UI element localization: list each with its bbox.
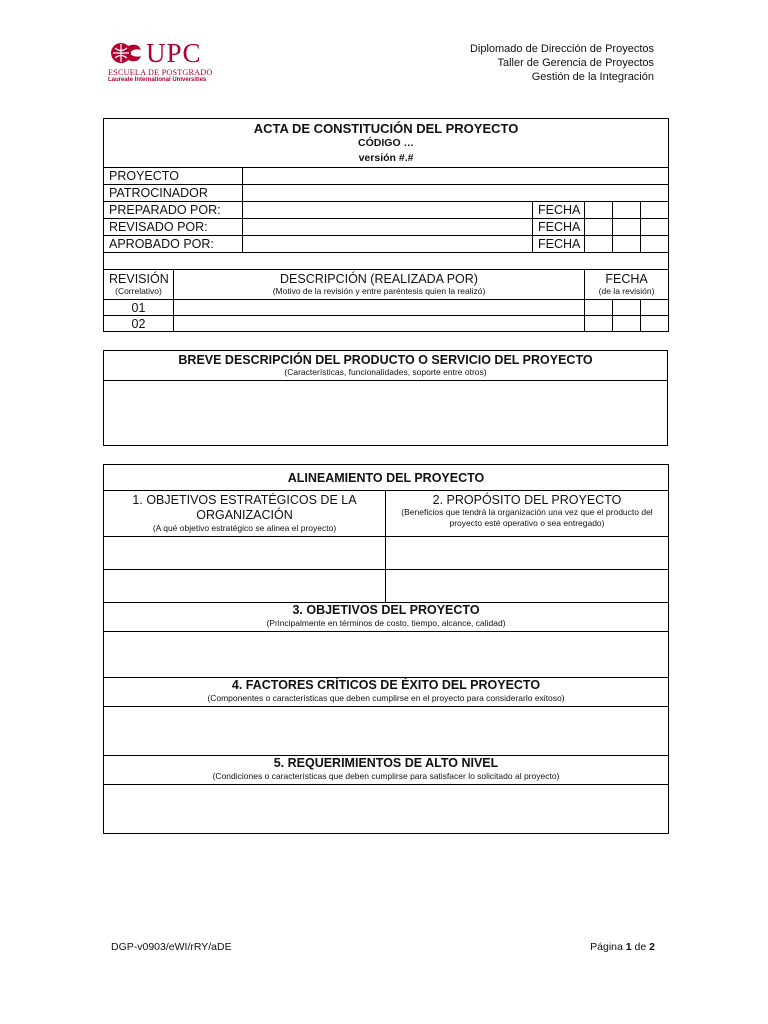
requerimientos-title: 5. REQUERIMIENTOS DE ALTO NIVEL — [273, 756, 499, 770]
revisado-label: REVISADO POR: — [104, 219, 243, 236]
objetivos-proyecto-title: 3. OBJETIVOS DEL PROYECTO — [292, 603, 480, 617]
requerimientos-subtitle: (Condiciones o características que deben cumplirse para satisfacer lo solicitado al proyecto) — [212, 771, 560, 781]
objetivos-proyecto-field[interactable] — [104, 632, 669, 678]
factores-criticos-field[interactable] — [104, 707, 669, 756]
proposito-subtitle: (Beneficios que tendrá la organización una vez que el producto del proyecto esté operativo o sea entregado) — [401, 507, 653, 528]
revision-header-cell — [104, 270, 174, 300]
alineamiento-title: ALINEAMIENTO DEL PROYECTO — [104, 465, 669, 491]
upc-logo — [108, 40, 218, 86]
objetivos-estrategicos-subtitle: (A qué objetivo estratégico se alinea el proyecto) — [152, 523, 337, 533]
preparado-field[interactable] — [243, 202, 533, 219]
descripcion-header: DESCRIPCIÓN (REALIZADA POR) — [280, 271, 478, 286]
proposito-title: 2. PROPÓSITO DEL PROYECTO — [432, 493, 622, 507]
breve-descripcion-field[interactable] — [104, 381, 668, 446]
revision-description-field[interactable] — [174, 316, 585, 332]
footer-document-code: DGP-v0903/eWI/rRY/aDE — [111, 941, 232, 953]
patrocinador-field[interactable] — [243, 185, 669, 202]
fecha-day-field[interactable] — [585, 202, 613, 219]
acta-version: versión #.# — [358, 151, 414, 164]
fecha-year-field[interactable] — [641, 236, 669, 253]
proyecto-label: PROYECTO — [104, 168, 243, 185]
requerimientos-field[interactable] — [104, 785, 669, 834]
objetivos-estrategicos-title: 1. OBJETIVOS ESTRATÉGICOS DE LA ORGANIZACIÓN — [132, 493, 357, 522]
logo-brand: UPC — [146, 38, 202, 68]
revision-description-field[interactable] — [174, 300, 585, 316]
logo-tagline: Laureate International Universities — [108, 77, 207, 83]
fecha-label: FECHA — [533, 219, 585, 236]
objetivos-estrategicos-field[interactable] — [104, 537, 386, 570]
revisado-field[interactable] — [243, 219, 533, 236]
factores-criticos-subtitle: (Componentes o características que deben cumplirse en el proyecto para considerarlo exitoso) — [207, 693, 565, 703]
acta-title: ACTA DE CONSTITUCIÓN DEL PROYECTO — [253, 120, 519, 136]
revision-number: 01 — [104, 300, 174, 316]
fecha-header-cell — [585, 270, 669, 300]
fecha-month-field[interactable] — [613, 219, 641, 236]
fecha-month-field[interactable] — [613, 236, 641, 253]
proyecto-field[interactable] — [243, 168, 669, 185]
header-line-2: Taller de Gerencia de Proyectos — [497, 57, 654, 69]
fecha-day-field[interactable] — [585, 219, 613, 236]
factores-criticos-title: 4. FACTORES CRÍTICOS DE ÉXITO DEL PROYECTO — [231, 678, 541, 692]
aprobado-label: APROBADO POR: — [104, 236, 243, 253]
fecha-year-field[interactable] — [641, 219, 669, 236]
proposito-field[interactable] — [386, 570, 669, 603]
descripcion-subheader: (Motivo de la revisión y entre paréntesis quien la realizó) — [272, 285, 486, 296]
objetivos-proyecto-header — [104, 603, 669, 632]
document-header — [470, 42, 654, 84]
proposito-header — [386, 491, 669, 537]
fecha-month-field[interactable] — [613, 202, 641, 219]
objetivos-estrategicos-field[interactable] — [104, 570, 386, 603]
header-line-3: Gestión de la Integración — [531, 71, 654, 83]
page-total: 2 — [649, 941, 655, 953]
page-current: 1 — [625, 941, 632, 953]
factores-criticos-header — [104, 678, 669, 707]
patrocinador-label: PATROCINADOR — [104, 185, 243, 202]
revision-date-month[interactable] — [613, 316, 641, 332]
breve-descripcion-table — [103, 350, 668, 446]
spacer-row — [104, 253, 669, 270]
upc-emblem-icon — [108, 40, 142, 66]
revision-number: 02 — [104, 316, 174, 332]
fecha-label: FECHA — [533, 236, 585, 253]
breve-header-cell — [104, 351, 668, 381]
fecha-subheader: (de la revisión) — [598, 285, 655, 296]
requerimientos-header — [104, 756, 669, 785]
page-of: de — [631, 941, 650, 953]
header-line-1: Diplomado de Dirección de Proyectos — [469, 43, 654, 55]
logo-subtitle: ESCUELA DE POSTGRADO — [108, 68, 213, 77]
alineamiento-table — [103, 464, 669, 834]
revision-date-day[interactable] — [585, 316, 613, 332]
objetivos-estrategicos-header — [104, 491, 386, 537]
revision-date-month[interactable] — [613, 300, 641, 316]
footer-page-number — [590, 941, 655, 953]
fecha-day-field[interactable] — [585, 236, 613, 253]
revision-date-year[interactable] — [641, 316, 669, 332]
fecha-label: FECHA — [533, 202, 585, 219]
fecha-header: FECHA — [605, 271, 648, 286]
revision-date-year[interactable] — [641, 300, 669, 316]
page-prefix: Página — [590, 941, 626, 953]
revision-subheader: (Correlativo) — [115, 285, 162, 296]
descripcion-header-cell — [174, 270, 585, 300]
acta-table — [103, 118, 669, 332]
breve-title: BREVE DESCRIPCIÓN DEL PRODUCTO O SERVICIO DEL PROYECTO — [178, 352, 593, 367]
revision-date-day[interactable] — [585, 300, 613, 316]
fecha-year-field[interactable] — [641, 202, 669, 219]
proposito-field[interactable] — [386, 537, 669, 570]
acta-code: CÓDIGO … — [358, 136, 415, 149]
objetivos-proyecto-subtitle: (Principalmente en términos de costo, tiempo, alcance, calidad) — [266, 618, 506, 628]
aprobado-field[interactable] — [243, 236, 533, 253]
preparado-label: PREPARADO POR: — [104, 202, 243, 219]
acta-title-cell — [104, 119, 669, 168]
revision-header: REVISIÓN — [109, 271, 169, 286]
breve-subtitle: (Características, funcionalidades, soporte entre otros) — [284, 366, 487, 377]
